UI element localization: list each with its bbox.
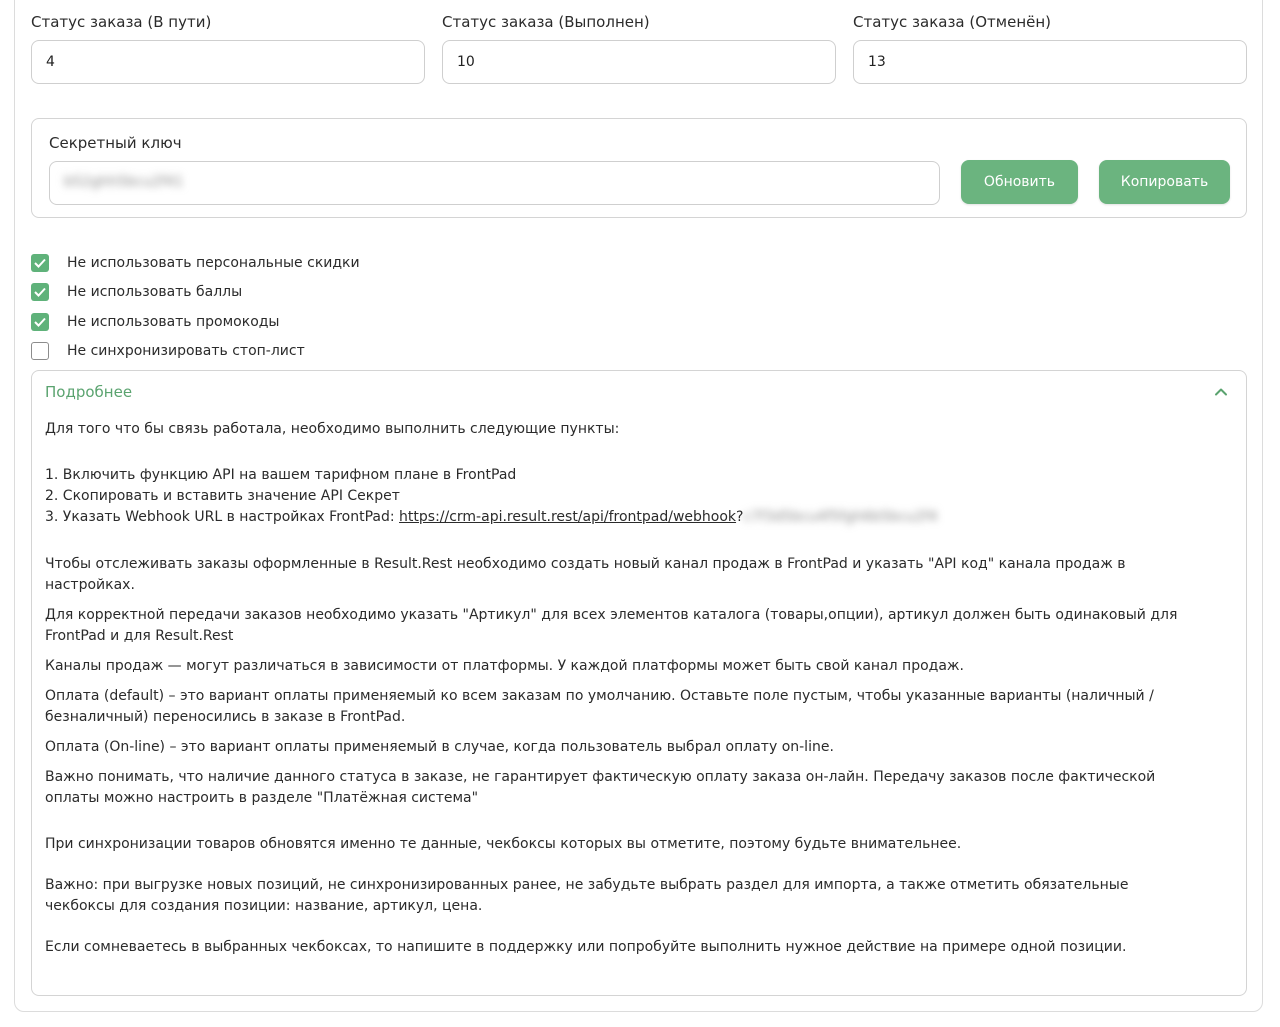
status-cancelled-label: Статус заказа (Отменён) — [853, 13, 1052, 31]
option-label: Не использовать промокоды — [67, 314, 280, 330]
check-icon — [34, 258, 46, 268]
check-icon — [34, 287, 46, 297]
step3-prefix: 3. Указать Webhook URL в настройках FrontPad: — [45, 509, 400, 525]
status-in-transit-input[interactable] — [31, 40, 425, 84]
details-panel — [31, 370, 1247, 996]
option-no-stoplist-sync — [31, 341, 305, 361]
secret-key-label: Секретный ключ — [49, 134, 182, 152]
details-intro: Для того что бы связь работала, необходимо выполнить следующие пункты: — [45, 421, 620, 437]
refresh-button[interactable]: Обновить — [961, 160, 1078, 204]
option-no-promocodes — [31, 312, 280, 332]
details-paragraph: Для корректной передачи заказов необходимо указать "Артикул" для всех элементов каталога (товары,опции), артикул должен быть одинаковый для FrontPad и для Result.Rest — [45, 607, 1178, 644]
details-paragraph: Каналы продаж — могут различаться в зависимости от платформы. У каждой платформы может быть свой канал продаж. — [45, 658, 964, 674]
checkbox-no-stoplist-sync[interactable] — [31, 342, 49, 360]
status-cancelled-input[interactable] — [853, 40, 1247, 84]
option-no-personal-discounts — [31, 253, 360, 273]
option-label: Не синхронизировать стоп-лист — [67, 343, 305, 359]
status-completed-label: Статус заказа (Выполнен) — [442, 13, 650, 31]
details-toggle[interactable]: Подробнее — [45, 383, 133, 401]
option-label: Не использовать баллы — [67, 284, 243, 300]
checkbox-no-personal-discounts[interactable] — [31, 254, 49, 272]
details-paragraph: Чтобы отслеживать заказы оформленные в Result.Rest необходимо создать новый канал продаж в FrontPad и указать "API код" канала продаж в настройках. — [45, 556, 1126, 593]
step3-suffix: ? — [736, 509, 744, 525]
status-completed-input[interactable] — [442, 40, 836, 84]
webhook-url-link[interactable]: https://crm-api.result.rest/api/frontpad/webhook — [399, 509, 737, 525]
secret-key-input[interactable] — [49, 161, 940, 205]
details-paragraph: Оплата (default) – это вариант оплаты применяемый ко всем заказам по умолчанию. Оставьте поле пустым, чтобы указанные варианты (наличный / безналичный) переносились в заказе в FrontPad. — [45, 688, 1154, 725]
secret-key-value: b52ghh5bcu2f41 — [64, 174, 184, 190]
details-step-3 — [45, 507, 1185, 528]
chevron-up-icon[interactable] — [1213, 384, 1229, 400]
details-paragraph: При синхронизации товаров обновятся именно те данные, чекбоксы которых вы отметите, поэтому будьте внимательнее. — [45, 836, 962, 852]
details-step-2: 2. Скопировать и вставить значение API Секрет — [45, 488, 400, 504]
status-completed-group — [442, 12, 836, 84]
checkbox-no-points[interactable] — [31, 283, 49, 301]
status-in-transit-group — [31, 12, 425, 84]
option-no-points — [31, 282, 242, 302]
copy-button[interactable]: Копировать — [1099, 160, 1230, 204]
details-paragraph: Оплата (On-line) – это вариант оплаты применяемый в случае, когда пользователь выбрал оплату on-line. — [45, 739, 834, 755]
secret-key-card — [31, 118, 1247, 218]
status-in-transit-label: Статус заказа (В пути) — [31, 13, 212, 31]
status-cancelled-group — [853, 12, 1247, 84]
checkbox-no-promocodes[interactable] — [31, 313, 49, 331]
details-paragraph: Если сомневаетесь в выбранных чекбоксах, то напишите в поддержку или попробуйте выполнить нужное действие на примере одной позиции. — [45, 939, 1127, 955]
details-paragraph: Важно понимать, что наличие данного статуса в заказе, не гарантирует фактическую оплату заказа он-лайн. Передачу заказов после фактической оплаты можно настроить в разделе "Платёжная система" — [45, 769, 1156, 806]
option-label: Не использовать персональные скидки — [67, 255, 360, 271]
check-icon — [34, 317, 46, 327]
details-step-1: 1. Включить функцию API на вашем тарифном плане в FrontPad — [45, 467, 517, 483]
details-paragraph: Важно: при выгрузке новых позиций, не синхронизированных ранее, не забудьте выбрать раздел для импорта, а также отметить обязательные чекбоксы для создания позиции: название, артикул, цена. — [45, 877, 1129, 914]
webhook-token: c7f3d5bcu4f5fgh6b5bcu2f4 — [743, 509, 938, 525]
